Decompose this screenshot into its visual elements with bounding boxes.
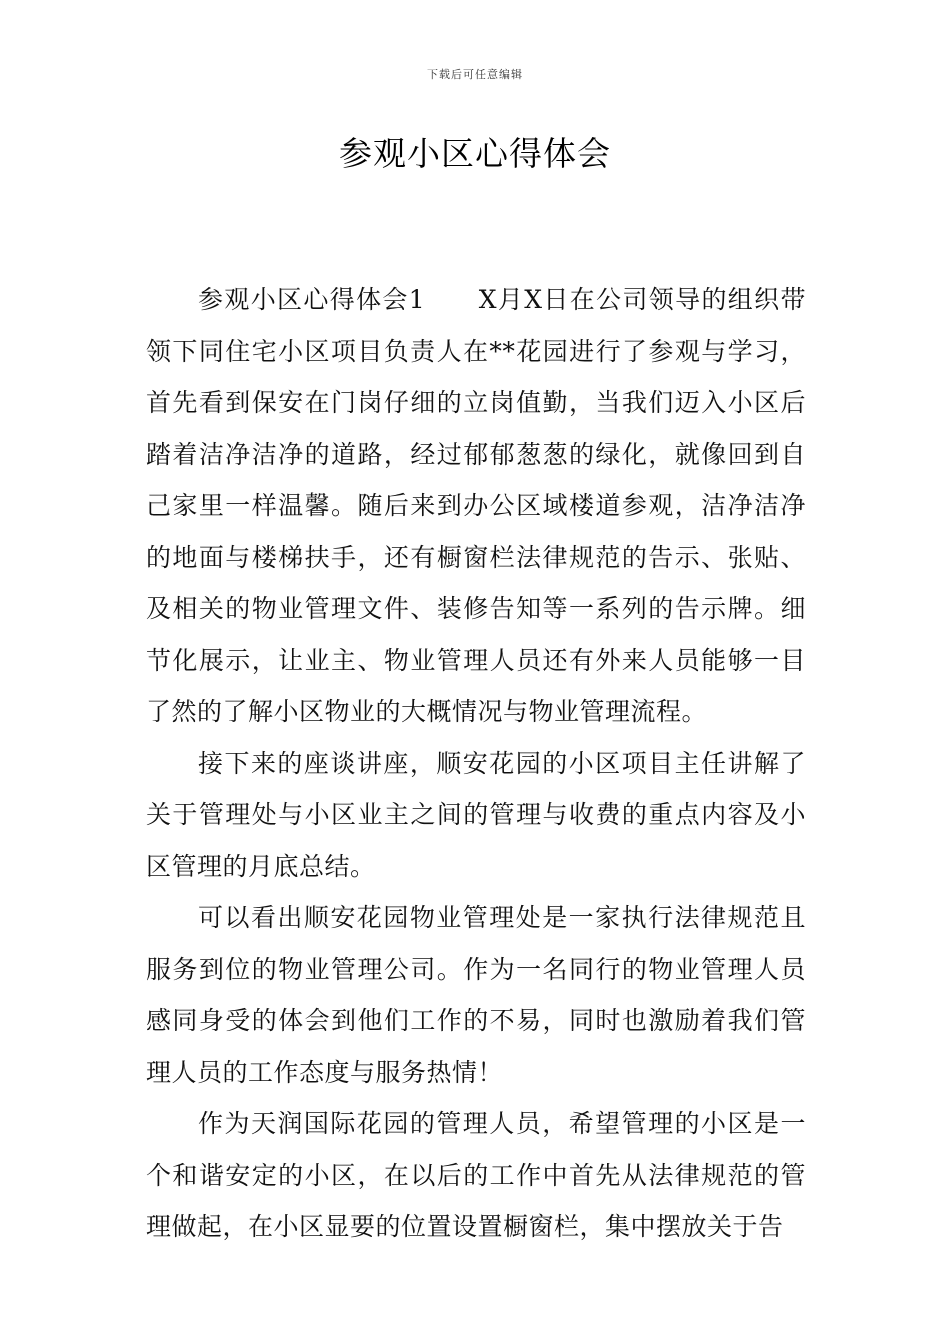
header-note: 下载后可任意编辑 [427,68,523,81]
paragraph-3: 可以看出顺安花园物业管理处是一家执行法律规范且服务到位的物业管理公司。作为一名同行的物业管理人员感同身受的体会到他们工作的不易，同时也激励着我们管理人员的工作态度与服务热情！ [146,903,806,1087]
paragraph-1: 参观小区心得体会1 X月X日在公司领导的组织带领下同住宅小区项目负责人在**花园进行了参观与学习，首先看到保安在门岗仔细的立岗值勤，当我们迈入小区后踏着洁净洁净的道路，经过郁郁葱葱的绿化，就像回到自己家里一样温馨。随后来到办公区域楼道参观，洁净洁净的地面与楼梯扶手，还有橱窗栏法律规范的告示、张贴、及相关的物业管理文件、装修告知等一系列的告示牌。细节化展示，让业主、物业管理人员还有外来人员能够一目了然的了解小区物业的大概情况与物业管理流程。 [146,285,806,726]
document-title: 参观小区心得体会 [339,134,611,173]
paragraph-4: 作为天润国际花园的管理人员，希望管理的小区是一个和谐安定的小区，在以后的工作中首先从法律规范的管理做起，在小区显要的位置设置橱窗栏，集中摆放关于告 [146,1109,806,1241]
paragraph-2: 接下来的座谈讲座，顺安花园的小区项目主任讲解了关于管理处与小区业主之间的管理与收费的重点内容及小区管理的月底总结。 [146,748,806,881]
document-body [146,274,806,1253]
